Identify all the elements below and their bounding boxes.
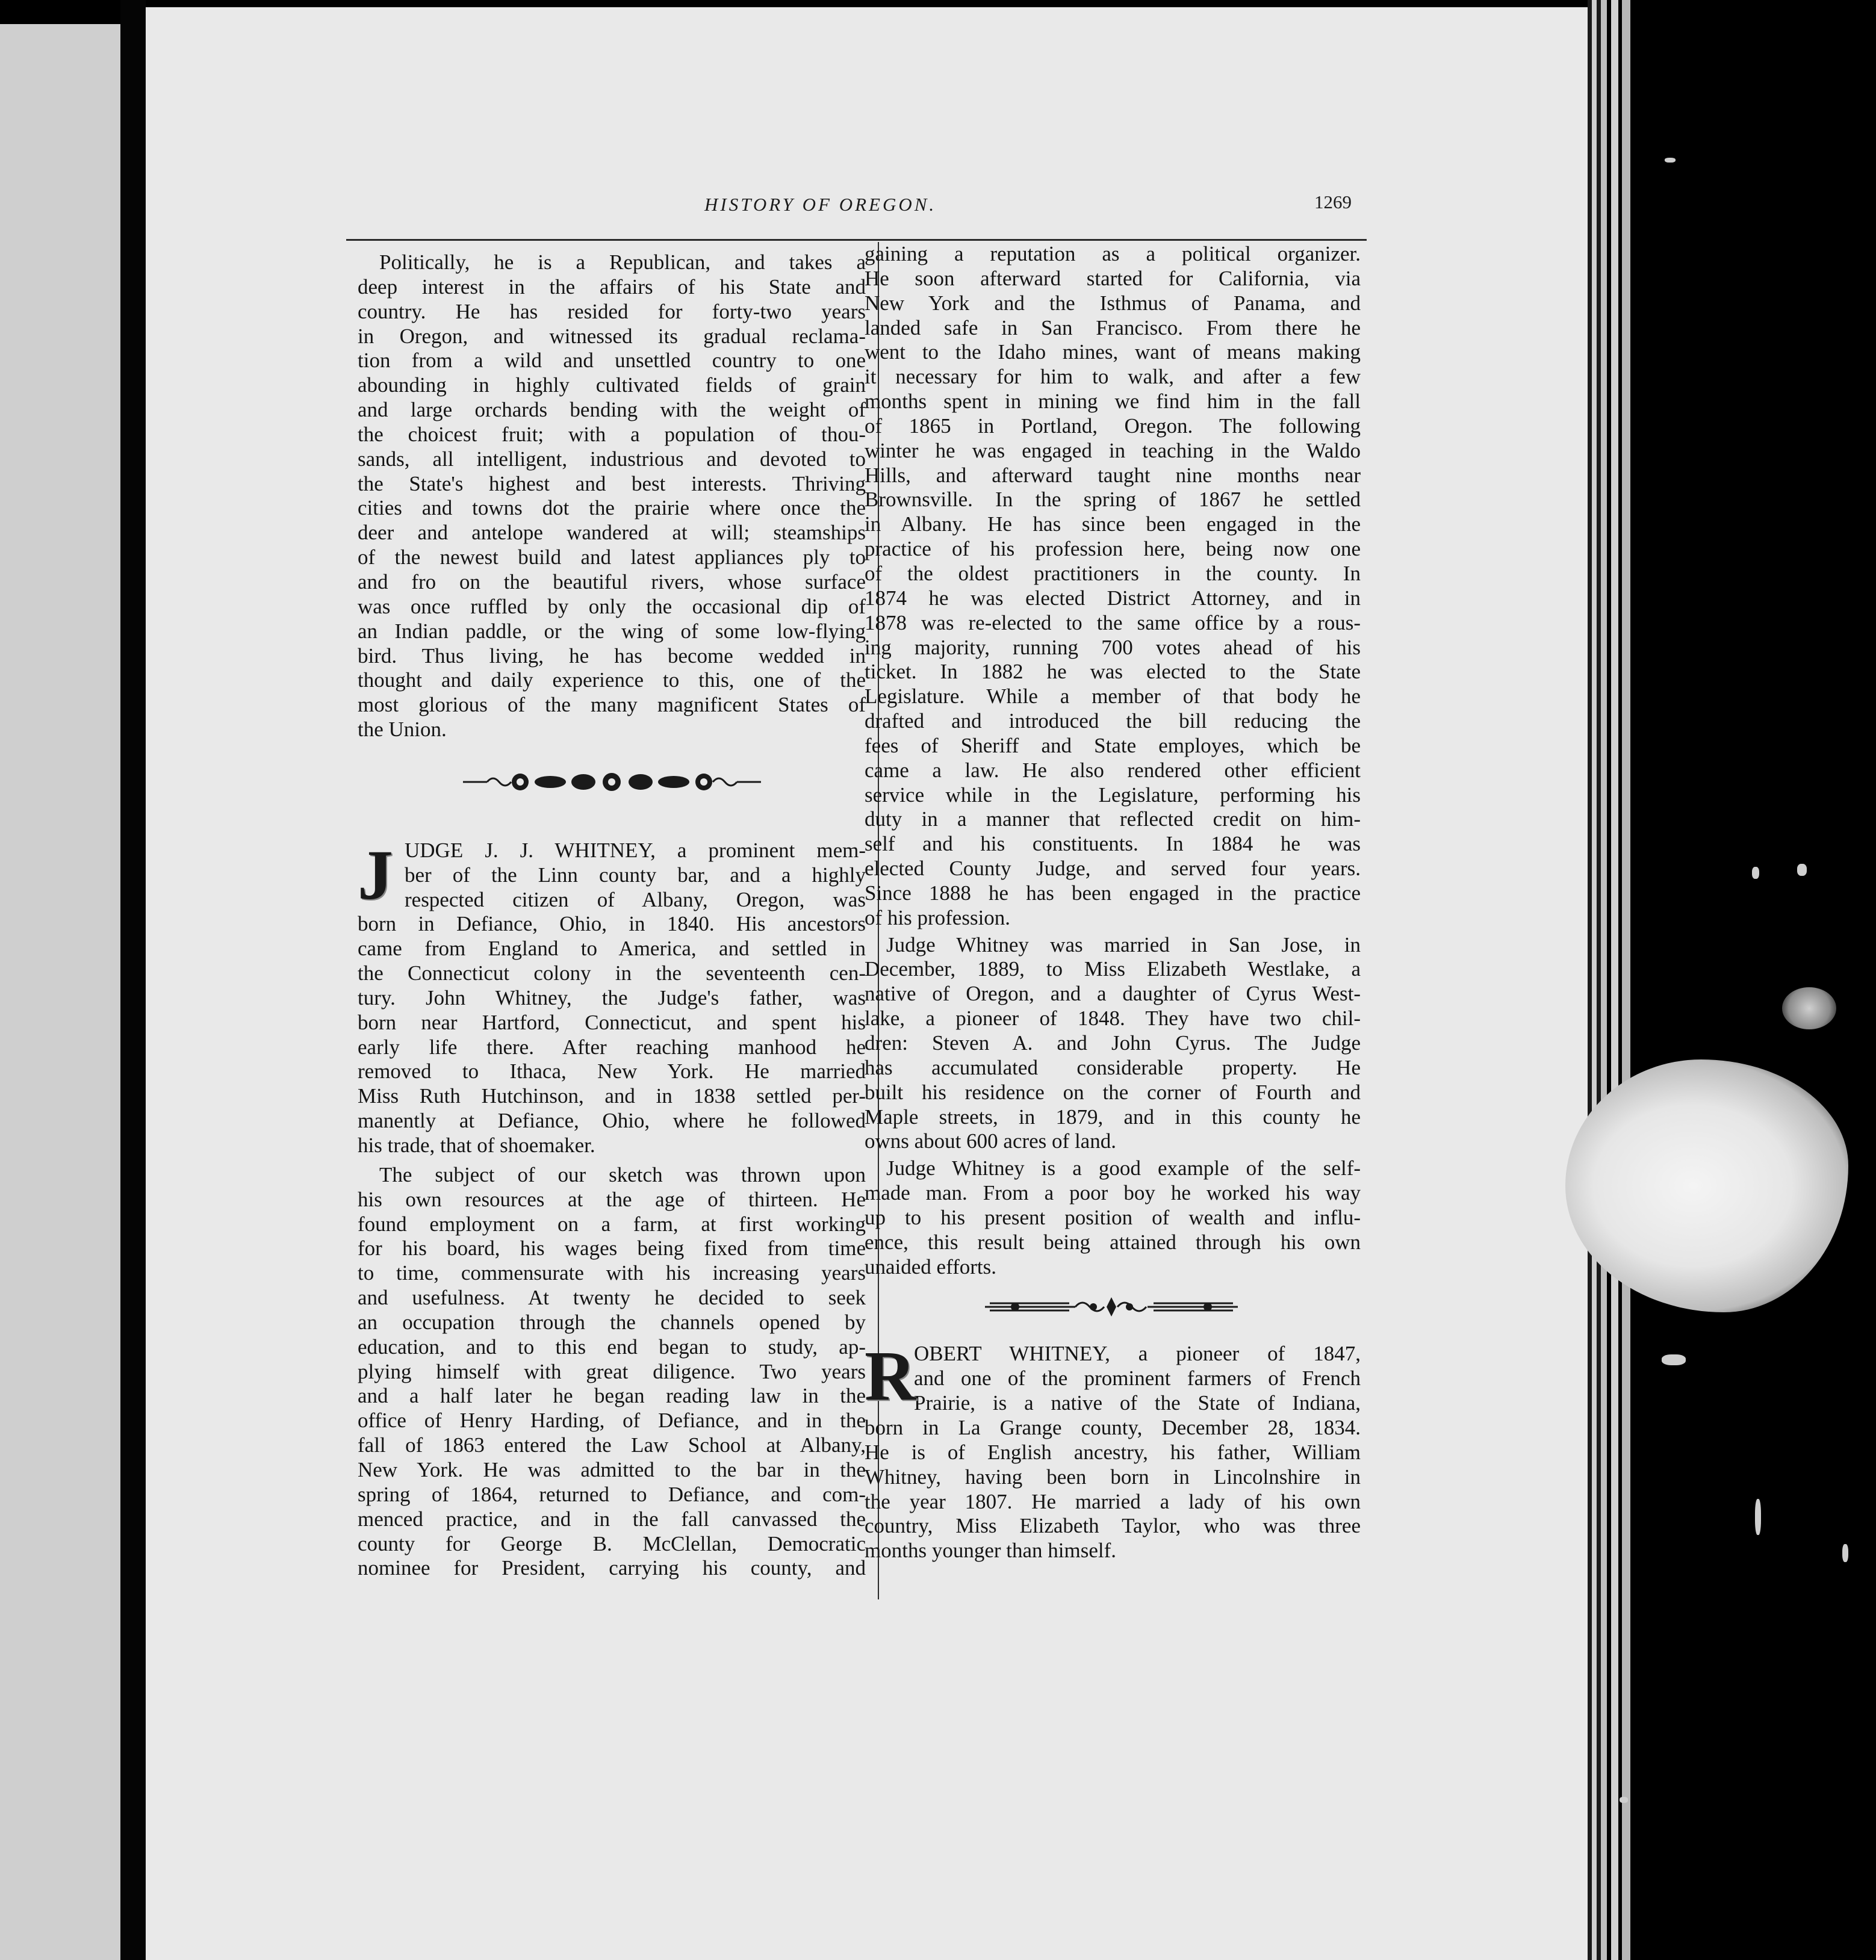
dust-speck	[1665, 158, 1676, 163]
text-line: ticket. In 1882 he was elected to the State	[865, 660, 1361, 684]
text-line: unaided efforts.	[865, 1254, 997, 1279]
text-line: Brownsville. In the spring of 1867 he settled	[865, 488, 1361, 512]
text-line: He soon afterward started for California, via	[865, 266, 1361, 290]
text-line: deer and antelope wandered at will; steamships	[358, 521, 866, 545]
text-line: lake, a pioneer of 1848. They have two chil-	[865, 1006, 1361, 1031]
text-line: ber of the Linn county bar, and a highly	[405, 863, 866, 887]
dust-speck	[1842, 1544, 1848, 1562]
text-line: The subject of our sketch was thrown upon	[379, 1162, 866, 1186]
drop-cap-r: R	[865, 1336, 916, 1416]
book-gutter	[120, 0, 146, 1960]
text-line: plying himself with great diligence. Two years	[358, 1359, 866, 1383]
drop-cap-j: J	[358, 835, 393, 914]
text-line: Maple streets, in 1879, and in this county he	[865, 1105, 1361, 1129]
text-line: native of Oregon, and a daughter of Cyrus West-	[865, 982, 1361, 1006]
page-edge	[1601, 0, 1607, 1960]
text-line: of 1865 in Portland, Oregon. The following	[865, 414, 1361, 438]
text-line: self and his constituents. In 1884 he was	[865, 832, 1361, 856]
paragraph-whitney-summary	[865, 1156, 1361, 1279]
text-line: tury. John Whitney, the Judge's father, was	[358, 985, 866, 1009]
text-line: bird. Thus living, he has become wedded in	[358, 644, 866, 668]
text-line: deep interest in the affairs of his State and	[358, 274, 866, 299]
text-line: made man. From a poor boy he worked his way	[865, 1181, 1361, 1205]
text-line: came a law. He also rendered other efficient	[865, 758, 1361, 782]
dust-speck	[1797, 864, 1807, 876]
text-line: December, 1889, to Miss Elizabeth Westlake, a	[865, 957, 1361, 981]
text-line: spring of 1864, returned to Defiance, and com-	[358, 1482, 866, 1506]
left-column	[358, 250, 866, 1581]
section-ornament	[358, 770, 866, 794]
text-line: came from England to America, and settled in	[358, 937, 866, 961]
paragraph-whitney-law	[865, 242, 1361, 931]
text-line: most glorious of the many magnificent States of	[358, 693, 866, 717]
paragraph-robert-whitney	[865, 1416, 1361, 1563]
text-line: gaining a reputation as a political organizer.	[865, 242, 1361, 265]
previous-page-edge	[0, 24, 120, 1960]
text-line: elected County Judge, and served four years.	[865, 857, 1361, 881]
dust-speck	[1620, 1797, 1628, 1803]
dust-speck	[1752, 867, 1759, 879]
text-line: the State's highest and best interests. Thriving	[358, 471, 866, 495]
text-line: He is of English ancestry, his father, William	[865, 1440, 1361, 1464]
page-edge	[1622, 0, 1630, 1960]
text-line: and large orchards bending with the weight of	[358, 398, 866, 422]
text-line: menced practice, and in the fall canvassed the	[358, 1507, 866, 1531]
text-line: Prairie, is a native of the State of Indiana,	[914, 1391, 1361, 1415]
right-column	[865, 242, 1361, 1563]
text-line: ence, this result being attained through his own	[865, 1230, 1361, 1254]
text-line: and fro on the beautiful rivers, whose surface	[358, 569, 866, 594]
text-line: tion from a wild and unsettled country to one	[358, 349, 866, 373]
paper-stain	[1565, 1059, 1848, 1312]
text-line: manently at Defiance, Ohio, where he followed	[358, 1109, 866, 1133]
dust-speck	[1755, 1499, 1761, 1535]
text-line: and usefulness. At twenty he decided to seek	[358, 1286, 866, 1310]
page-edge	[1592, 0, 1597, 1960]
text-line: an Indian paddle, or the wing of some low-flying	[358, 619, 866, 643]
text-line: early life there. After reaching manhood he	[358, 1035, 866, 1059]
text-line: went to the Idaho mines, want of means making	[865, 340, 1361, 364]
text-line: found employment on a farm, at first working	[358, 1212, 866, 1236]
text-line: landed safe in San Francisco. From there he	[865, 315, 1361, 340]
text-line: New York. He was admitted to the bar in the	[358, 1457, 866, 1481]
text-line: was once ruffled by only the occasional dip of	[358, 594, 866, 618]
text-line: 1874 he was elected District Attorney, and in	[865, 586, 1361, 610]
text-line: Judge Whitney was married in San Jose, in	[886, 932, 1361, 957]
text-line: born near Hartford, Connecticut, and spent his	[358, 1010, 866, 1034]
section-ornament	[865, 1295, 1361, 1319]
text-line: owns about 600 acres of land.	[865, 1129, 1116, 1153]
text-line: months younger than himself.	[865, 1539, 1117, 1563]
text-line: 1878 was re-elected to the same office by a rous-	[865, 610, 1361, 634]
running-head: HISTORY OF OREGON.	[704, 194, 937, 215]
text-line: the Union.	[358, 718, 447, 742]
text-line: months spent in mining we find him in the fall	[865, 389, 1361, 414]
text-line: Miss Ruth Hutchinson, and in 1838 settled per-	[358, 1084, 866, 1108]
text-line: Since 1888 he has been engaged in the practice	[865, 881, 1361, 905]
text-line: to time, commensurate with his increasing years	[358, 1261, 866, 1285]
text-line: built his residence on the corner of Fourth and	[865, 1080, 1361, 1104]
text-line: practice of his profession here, being now one	[865, 537, 1361, 561]
text-line: country. He has resided for forty-two years	[358, 299, 866, 323]
text-line: fees of Sheriff and State employes, which be	[865, 733, 1361, 757]
text-line: office of Henry Harding, of Defiance, and in the	[358, 1409, 866, 1433]
text-line: UDGE J. J. WHITNEY, a prominent mem-	[405, 838, 866, 862]
text-line: country, Miss Elizabeth Taylor, who was three	[865, 1514, 1361, 1538]
text-line: cities and towns dot the prairie where once the	[358, 496, 866, 520]
text-line: removed to Ithaca, New York. He married	[358, 1059, 866, 1084]
text-line: education, and to this end began to study, ap-	[358, 1335, 866, 1359]
text-line: his trade, that of shoemaker.	[358, 1134, 595, 1157]
text-line: duty in a manner that reflected credit on him-	[865, 807, 1361, 831]
text-line: sands, all intelligent, industrious and devoted to	[358, 447, 866, 471]
paragraph-politics	[358, 250, 866, 742]
text-line: Judge Whitney is a good example of the self-	[886, 1156, 1361, 1180]
text-line: for his board, his wages being fixed from time	[358, 1236, 866, 1261]
text-line: and one of the prominent farmers of French	[914, 1366, 1361, 1391]
paragraph-whitney-career	[358, 1163, 866, 1581]
dust-speck	[1662, 1354, 1686, 1365]
text-line: service while in the Legislature, performing his	[865, 783, 1361, 807]
text-line: OBERT WHITNEY, a pioneer of 1847,	[914, 1342, 1361, 1366]
text-line: born in Defiance, Ohio, in 1840. His ancestors	[358, 912, 866, 936]
text-line: the choicest fruit; with a population of thou-	[358, 422, 866, 446]
paragraph-whitney-origin	[358, 912, 866, 1158]
text-line: fall of 1863 entered the Law School at Albany,	[358, 1433, 866, 1457]
page-edge	[1611, 0, 1618, 1960]
text-line: in Oregon, and witnessed its gradual reclama-	[358, 324, 866, 348]
text-line: the Connecticut colony in the seventeenth cen-	[358, 961, 866, 985]
paper-stain	[1782, 987, 1836, 1029]
text-line: up to his present position of wealth and influ-	[865, 1205, 1361, 1229]
text-line: Politically, he is a Republican, and takes a	[379, 250, 866, 274]
text-line: county for George B. McClellan, Democratic	[358, 1531, 866, 1555]
text-line: of the newest build and latest appliances ply to	[358, 545, 866, 569]
text-line: an occupation through the channels opened by	[358, 1310, 866, 1334]
text-line: dren: Steven A. and John Cyrus. The Judge	[865, 1031, 1361, 1055]
text-line: the year 1807. He married a lady of his own	[865, 1489, 1361, 1513]
paragraph-whitney-marriage	[865, 933, 1361, 1155]
text-line: born in La Grange county, December 28, 1834.	[865, 1415, 1361, 1439]
text-line: his own resources at the age of thirteen. He	[358, 1187, 866, 1211]
text-line: of the oldest practitioners in the county. In	[865, 561, 1361, 585]
whitney-intro	[358, 835, 866, 914]
text-line: has accumulated considerable property. He	[865, 1055, 1361, 1079]
text-line: of his profession.	[865, 905, 1011, 929]
text-line: and a half later he began reading law in the	[358, 1384, 866, 1408]
text-line: Legislature. While a member of that body he	[865, 684, 1361, 709]
text-line: New York and the Isthmus of Panama, and	[865, 291, 1361, 315]
text-line: winter he was engaged in teaching in the Waldo	[865, 438, 1361, 462]
page-number: 1269	[1314, 191, 1352, 212]
header-rule	[346, 239, 1367, 241]
text-line: thought and daily experience to this, one of the	[358, 668, 866, 692]
text-line: nominee for President, carrying his county, and	[358, 1556, 866, 1580]
text-line: Hills, and afterward taught nine months near	[865, 463, 1361, 487]
text-line: it necessary for him to walk, and after a few	[865, 365, 1361, 389]
robert-intro	[865, 1336, 1361, 1416]
text-line: respected citizen of Albany, Oregon, was	[405, 887, 866, 911]
text-line: abounding in highly cultivated fields of grain	[358, 373, 866, 397]
text-line: Whitney, having been born in Lincolnshire in	[865, 1465, 1361, 1489]
text-line: in Albany. He has since been engaged in the	[865, 512, 1361, 536]
text-line: ing majority, running 700 votes ahead of his	[865, 635, 1361, 659]
text-line: drafted and introduced the bill reducing the	[865, 709, 1361, 733]
